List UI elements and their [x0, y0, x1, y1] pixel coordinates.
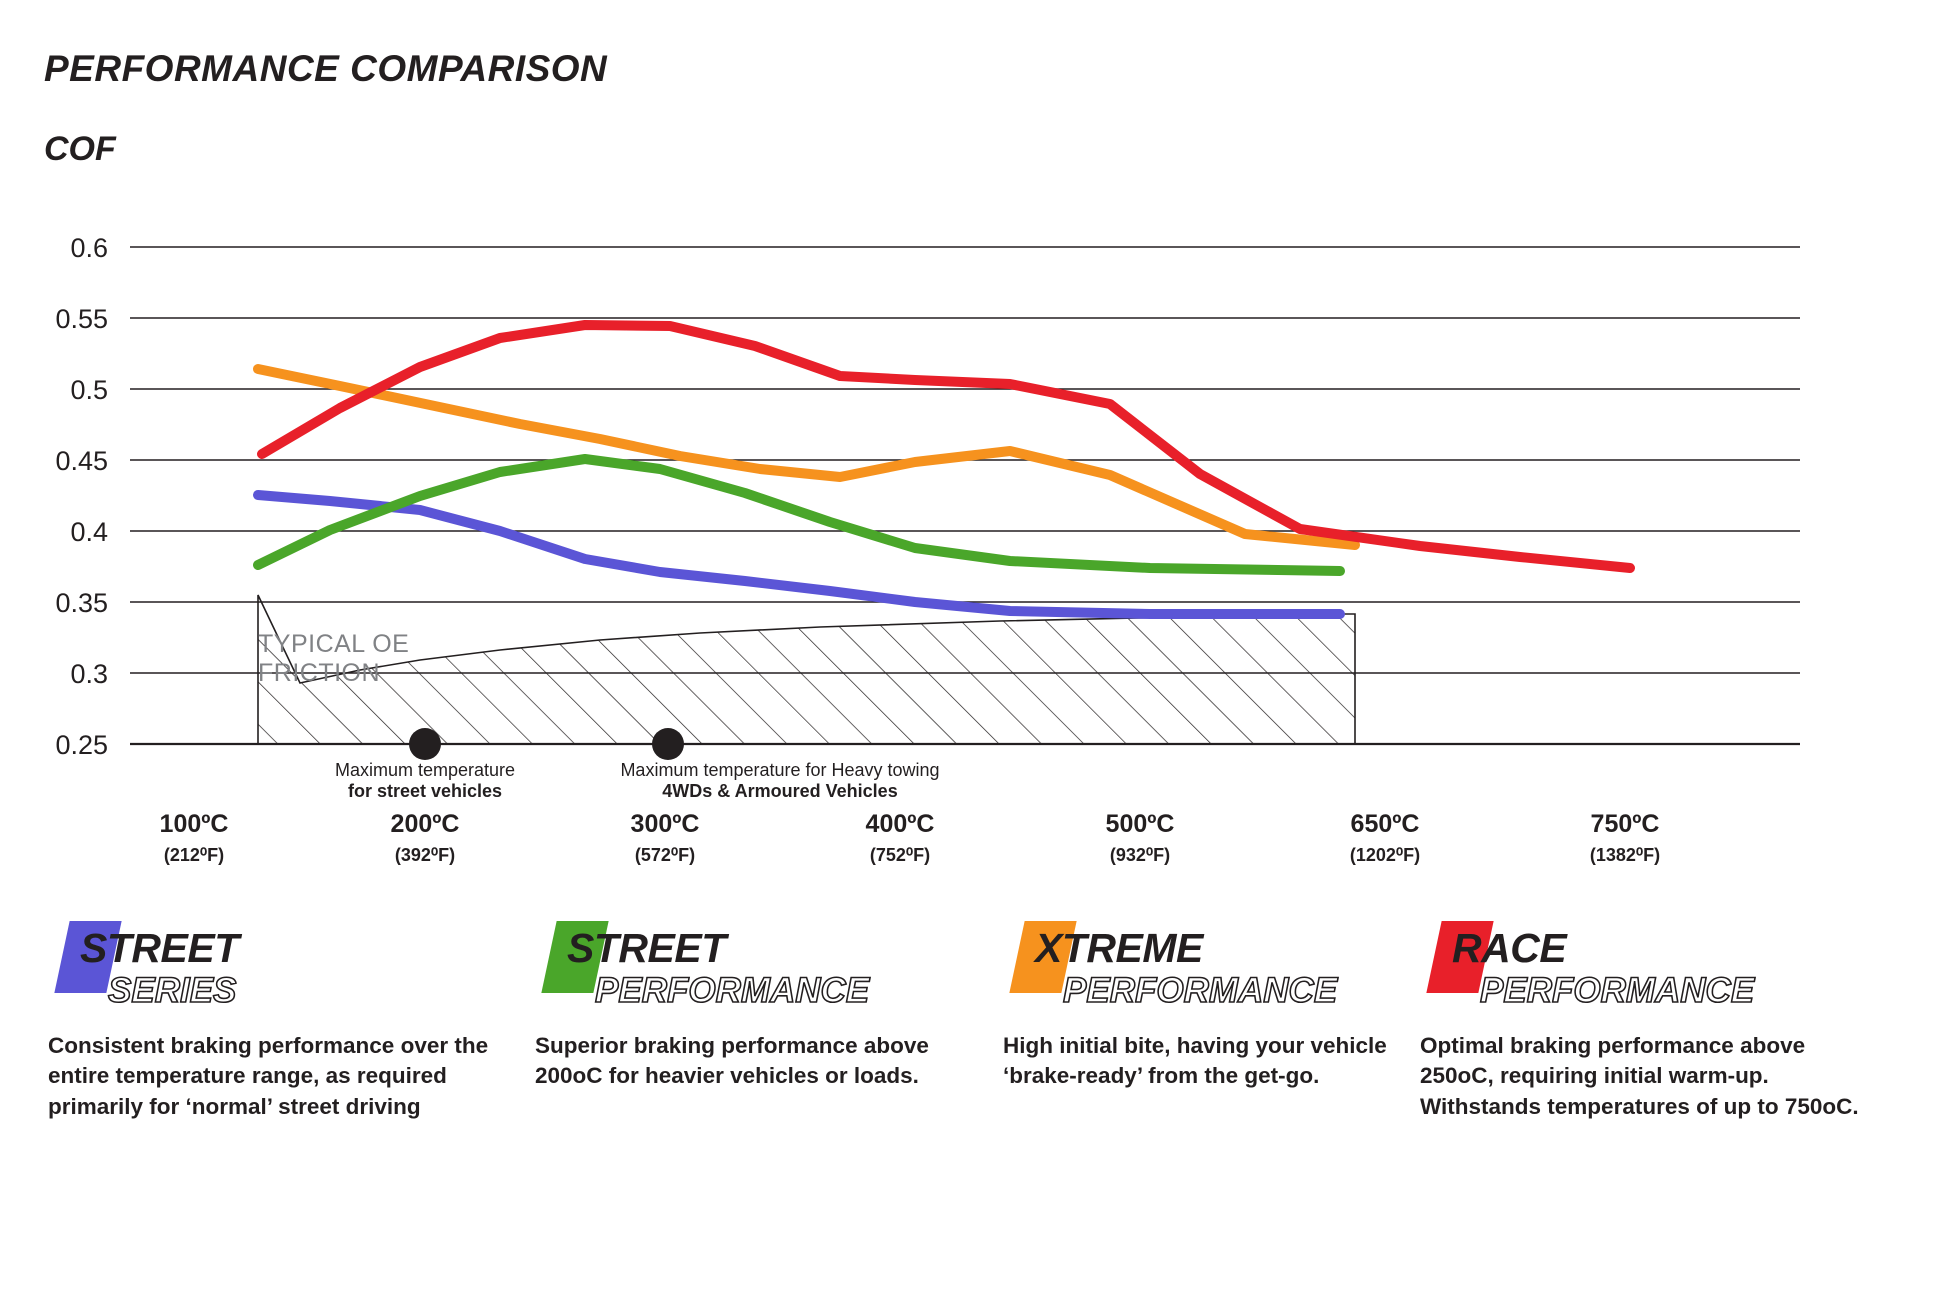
x-tick-400c: 400ºC (752⁰F) [865, 810, 935, 865]
x-axis-tick-labels [0, 810, 1946, 900]
logo-word-secondary: PERFORMANCE [595, 971, 870, 1010]
logo-word-primary: STREET [567, 925, 726, 971]
x-tick-100c: 100ºC (212⁰F) [159, 810, 229, 865]
marker-caption-heavy-towing: Maximum temperature for Heavy towing 4WDs & Armoured Vehicles [620, 760, 940, 801]
y-tick-0.4: 0.4 [70, 517, 108, 547]
y-axis-tick-labels [55, 233, 108, 760]
typical-oe-friction-label: TYPICAL OE FRICTION [258, 630, 410, 687]
y-tick-0.5: 0.5 [70, 375, 108, 405]
y-tick-0.45: 0.45 [55, 446, 108, 476]
y-tick-0.3: 0.3 [70, 659, 108, 689]
logo-word-secondary: PERFORMANCE [1480, 971, 1755, 1010]
y-tick-0.35: 0.35 [55, 588, 108, 618]
product-description: Superior braking performance above 200oC for heavier vehicles or loads. [535, 1033, 929, 1089]
x-tick-650c: 650ºC (1202⁰F) [1349, 810, 1421, 865]
y-tick-0.55: 0.55 [55, 304, 108, 334]
logo-xtreme-performance [1003, 915, 1455, 1025]
logo-street-performance [535, 915, 987, 1025]
x-tick-300c: 300ºC (572⁰F) [630, 810, 700, 865]
product-street-series [48, 915, 500, 1122]
product-description: Optimal braking performance above 250oC, requiring initial warm-up. Withstands temperatures of up to 750oC. [1420, 1033, 1859, 1119]
y-tick-0.6: 0.6 [70, 233, 108, 263]
logo-word-secondary: SERIES [108, 971, 237, 1010]
y-tick-0.25: 0.25 [55, 730, 108, 760]
product-description: High initial bite, having your vehicle ‘brake-ready’ from the get-go. [1003, 1033, 1387, 1089]
product-street-performance [535, 915, 987, 1092]
logo-word-secondary: PERFORMANCE [1063, 971, 1338, 1010]
logo-race-performance [1420, 915, 1872, 1025]
x-tick-750c: 750ºC (1382⁰F) [1589, 810, 1661, 865]
product-xtreme-performance [1003, 915, 1455, 1092]
x-tick-200c: 200ºC (392⁰F) [390, 810, 460, 865]
x-tick-500c: 500ºC (932⁰F) [1105, 810, 1175, 865]
page-title: PERFORMANCE COMPARISON [44, 48, 608, 89]
marker-caption-street-vehicles: Maximum temperature for street vehicles [334, 760, 516, 801]
chart-axis-title-cof: COF [44, 130, 116, 168]
marker-dot-200c [409, 728, 441, 760]
logo-word-primary: RACE [1452, 925, 1567, 971]
product-race-performance [1420, 915, 1872, 1122]
logo-street-series [48, 915, 500, 1025]
logo-word-primary: XTREME [1035, 925, 1203, 971]
logo-word-primary: STREET [80, 925, 239, 971]
marker-dot-300c [652, 728, 684, 760]
product-description: Consistent braking performance over the entire temperature range, as required primarily for ‘normal’ street driving [48, 1033, 489, 1119]
